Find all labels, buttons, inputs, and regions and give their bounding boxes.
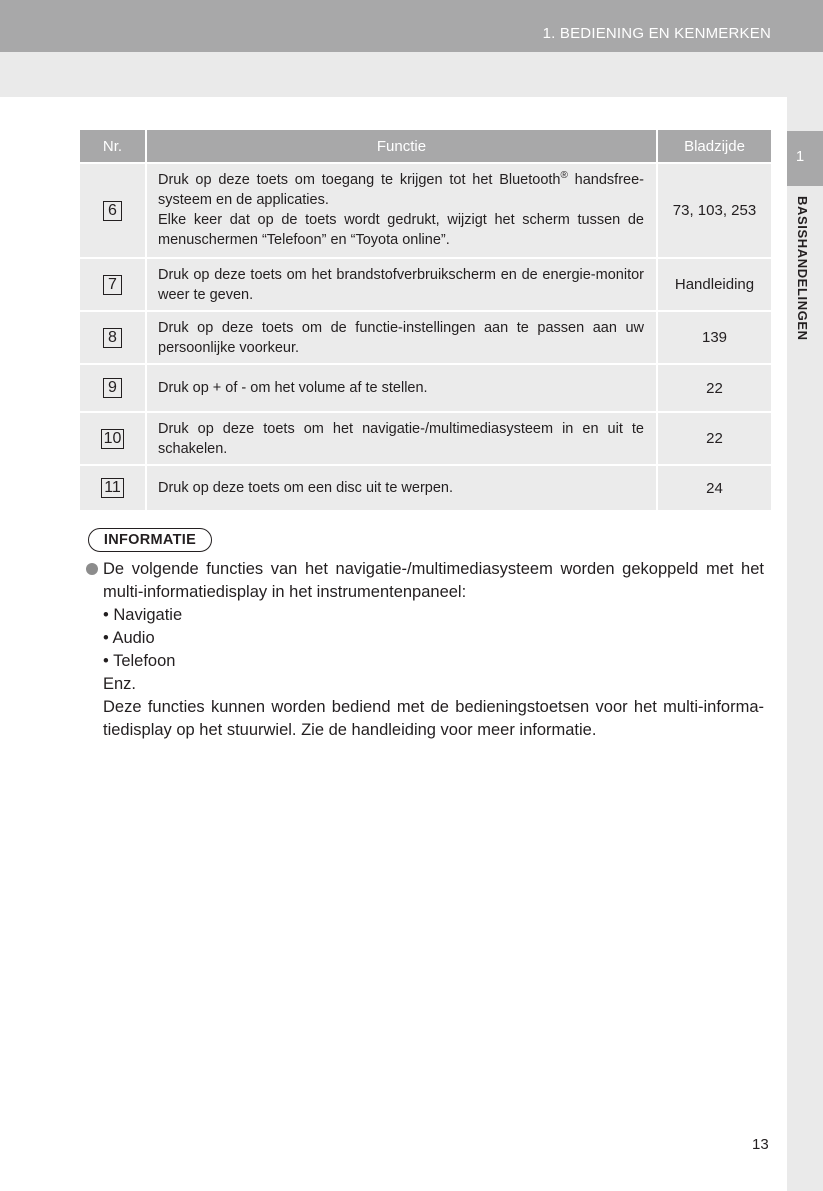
information-badge: INFORMATIE	[88, 528, 212, 552]
header-function: Functie	[147, 130, 658, 162]
table-row	[80, 257, 771, 310]
function-description: Druk op deze toets om toegang te krijgen tot het Bluetooth® handsfree-systeem en de applicaties. Elke keer dat op de toets wordt gedrukt, wijzigt het scherm tussen de menuschermen “Telefoon” en “Toyota online”.	[147, 164, 658, 257]
page-reference: Handleiding	[674, 276, 755, 293]
page-reference: 22	[706, 379, 723, 397]
button-number-box: 7	[103, 275, 122, 295]
chapter-number: 1	[795, 148, 805, 165]
table-row	[80, 310, 771, 363]
page-reference: 139	[701, 329, 728, 346]
bullet-circle-icon	[86, 563, 98, 575]
button-number-box: 6	[103, 201, 122, 221]
list-item: • Navigatie	[103, 606, 183, 624]
button-number-box: 11	[101, 478, 124, 498]
function-description: Druk op deze toets om het brandstofverbruikscherm en de energie-monitor weer te geven.	[147, 259, 658, 310]
function-table	[80, 130, 771, 510]
page-reference: 24	[706, 479, 723, 497]
section-title: 1. BEDIENING EN KENMERKEN	[542, 25, 771, 42]
table-row	[80, 411, 771, 464]
list-item: • Telefoon	[103, 652, 176, 670]
table-row	[80, 162, 771, 257]
header-page: Bladzijde	[684, 137, 745, 155]
list-item: • Audio	[103, 629, 155, 647]
function-description: Druk op deze toets om het navigatie-/multimediasysteem in en uit te schakelen.	[147, 413, 658, 464]
table-header	[80, 130, 771, 162]
page-number: 13	[752, 1136, 769, 1153]
table-row	[80, 464, 771, 510]
header-nr: Nr.	[80, 130, 147, 162]
page-reference: 73, 103, 253	[672, 202, 757, 219]
chapter-tab[interactable]	[787, 131, 823, 186]
button-number-box: 10	[101, 429, 125, 449]
function-description: Druk op + of - om het volume af te stellen.	[147, 365, 658, 411]
header-bar	[0, 0, 823, 52]
registered-mark: ®	[560, 170, 568, 182]
header-band	[0, 52, 823, 97]
button-number-box: 8	[103, 328, 122, 348]
etc-text: Enz.	[103, 675, 137, 693]
chapter-label-text: BASISHANDELINGEN	[795, 196, 810, 341]
information-section	[86, 558, 764, 742]
closing-paragraph: Deze functies kunnen worden bediend met de bedieningstoetsen voor het multi-informa-tiedisplay op het stuurwiel. Zie de handleiding voor meer informatie.	[103, 698, 764, 739]
function-description: Druk op deze toets om de functie-instellingen aan te passen aan uw persoonlijke voorkeur.	[147, 312, 658, 363]
table-row	[80, 363, 771, 411]
chapter-label	[787, 196, 817, 376]
function-description: Druk op deze toets om een disc uit te werpen.	[147, 466, 658, 510]
button-number-box: 9	[103, 378, 122, 398]
page-reference: 22	[706, 430, 723, 447]
information-paragraph: De volgende functies van het navigatie-/multimediasysteem worden gekoppeld met het multi-informatiedisplay in het instrumentenpaneel:	[86, 558, 764, 604]
